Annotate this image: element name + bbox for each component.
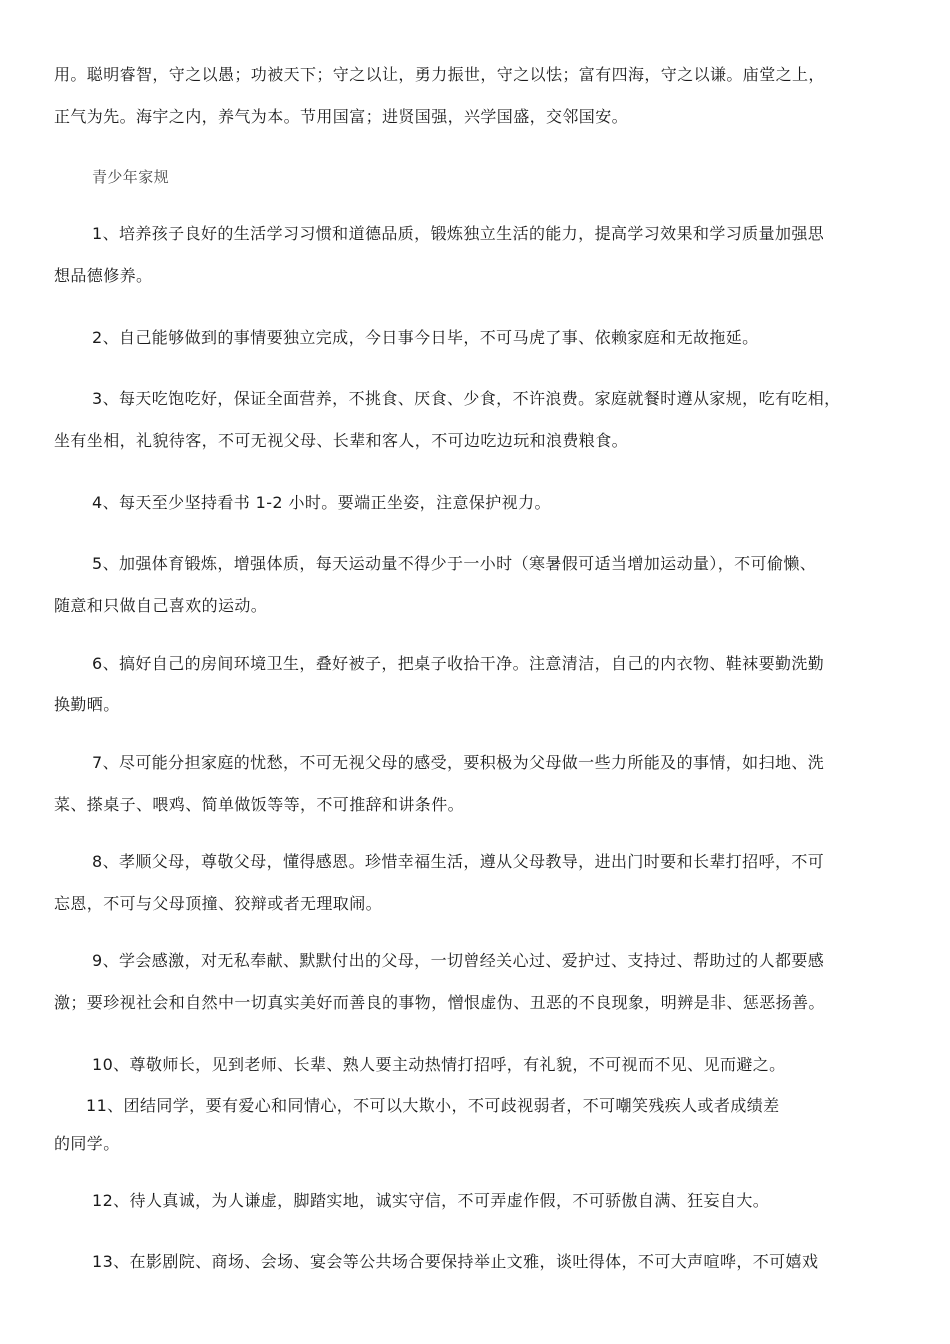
rule-2-line-1: 2、自己能够做到的事情要独立完成，今日事今日毕，不可马虎了事、依赖家庭和无故拖延。 [92,328,759,347]
intro-line-1: 用。聪明睿智，守之以愚；功被天下；守之以让，勇力振世，守之以怯；富有四海，守之以谦。庙堂之上， [54,65,825,84]
rule-3-line-1: 3、每天吃饱吃好，保证全面营养，不挑食、厌食、少食，不许浪费。家庭就餐时遵从家规，吃有吃相， [92,389,841,408]
rule-5-line-2: 随意和只做自己喜欢的运动。 [54,596,268,615]
rule-10-line-1: 10、尊敬师长，见到老师、长辈、熟人要主动热情打招呼，有礼貌，不可视而不见、见而避之。 [92,1055,786,1074]
rule-4-line-1: 4、每天至少坚持看书 1-2 小时。要端正坐姿，注意保护视力。 [92,493,551,512]
rule-8-line-1: 8、孝顺父母，尊敬父母，懂得感恩。珍惜幸福生活，遵从父母教导，进出门时要和长辈打招呼，不可 [92,852,825,871]
rule-13-line-1: 13、在影剧院、商场、会场、宴会等公共场合要保持举止文雅，谈吐得体，不可大声喧哗，不可嬉戏 [92,1252,819,1271]
rule-8-line-2: 忘恩，不可与父母顶撞、狡辩或者无理取闹。 [54,894,383,913]
rule-3-line-2: 坐有坐相，礼貌待客，不可无视父母、长辈和客人，不可边吃边玩和浪费粮食。 [54,431,629,450]
intro-line-2: 正气为先。海宇之内，养气为本。节用国富；进贤国强，兴学国盛，交邻国安。 [54,107,629,126]
rule-7-line-1: 7、尽可能分担家庭的忧愁，不可无视父母的感受，要积极为父母做一些力所能及的事情，如扫地、洗 [92,753,825,772]
rule-5-line-1: 5、加强体育锻炼，增强体质，每天运动量不得少于一小时（寒暑假可适当增加运动量），不可偷懒、 [92,554,817,573]
rule-12-line-1: 12、待人真诚，为人谦虚，脚踏实地，诚实守信，不可弄虚作假，不可骄傲自满、狂妄自大。 [92,1191,770,1210]
rule-11-line-1: 11、团结同学，要有爱心和同情心，不可以大欺小，不可歧视弱者，不可嘲笑残疾人或者成绩差 [86,1096,780,1115]
section-title: 青少年家规 [92,168,170,186]
rule-1-line-2: 想品德修养。 [54,266,153,285]
rule-9-line-2: 激；要珍视社会和自然中一切真实美好而善良的事物，憎恨虚伪、丑恶的不良现象，明辨是非、惩恶扬善。 [54,993,825,1012]
rule-9-line-1: 9、学会感激，对无私奉献、默默付出的父母，一切曾经关心过、爱护过、支持过、帮助过的人都要感 [92,951,825,970]
rule-7-line-2: 菜、搽桌子、喂鸡、简单做饭等等，不可推辞和讲条件。 [54,795,465,814]
rule-11-line-2: 的同学。 [54,1134,120,1153]
rule-6-line-1: 6、搞好自己的房间环境卫生，叠好被子，把桌子收拾干净。注意清洁，自己的内衣物、鞋袜要勤洗勤 [92,654,825,673]
rule-6-line-2: 换勤晒。 [54,695,120,714]
rule-1-line-1: 1、培养孩子良好的生活学习习惯和道德品质，锻炼独立生活的能力，提高学习效果和学习质量加强思 [92,224,825,243]
